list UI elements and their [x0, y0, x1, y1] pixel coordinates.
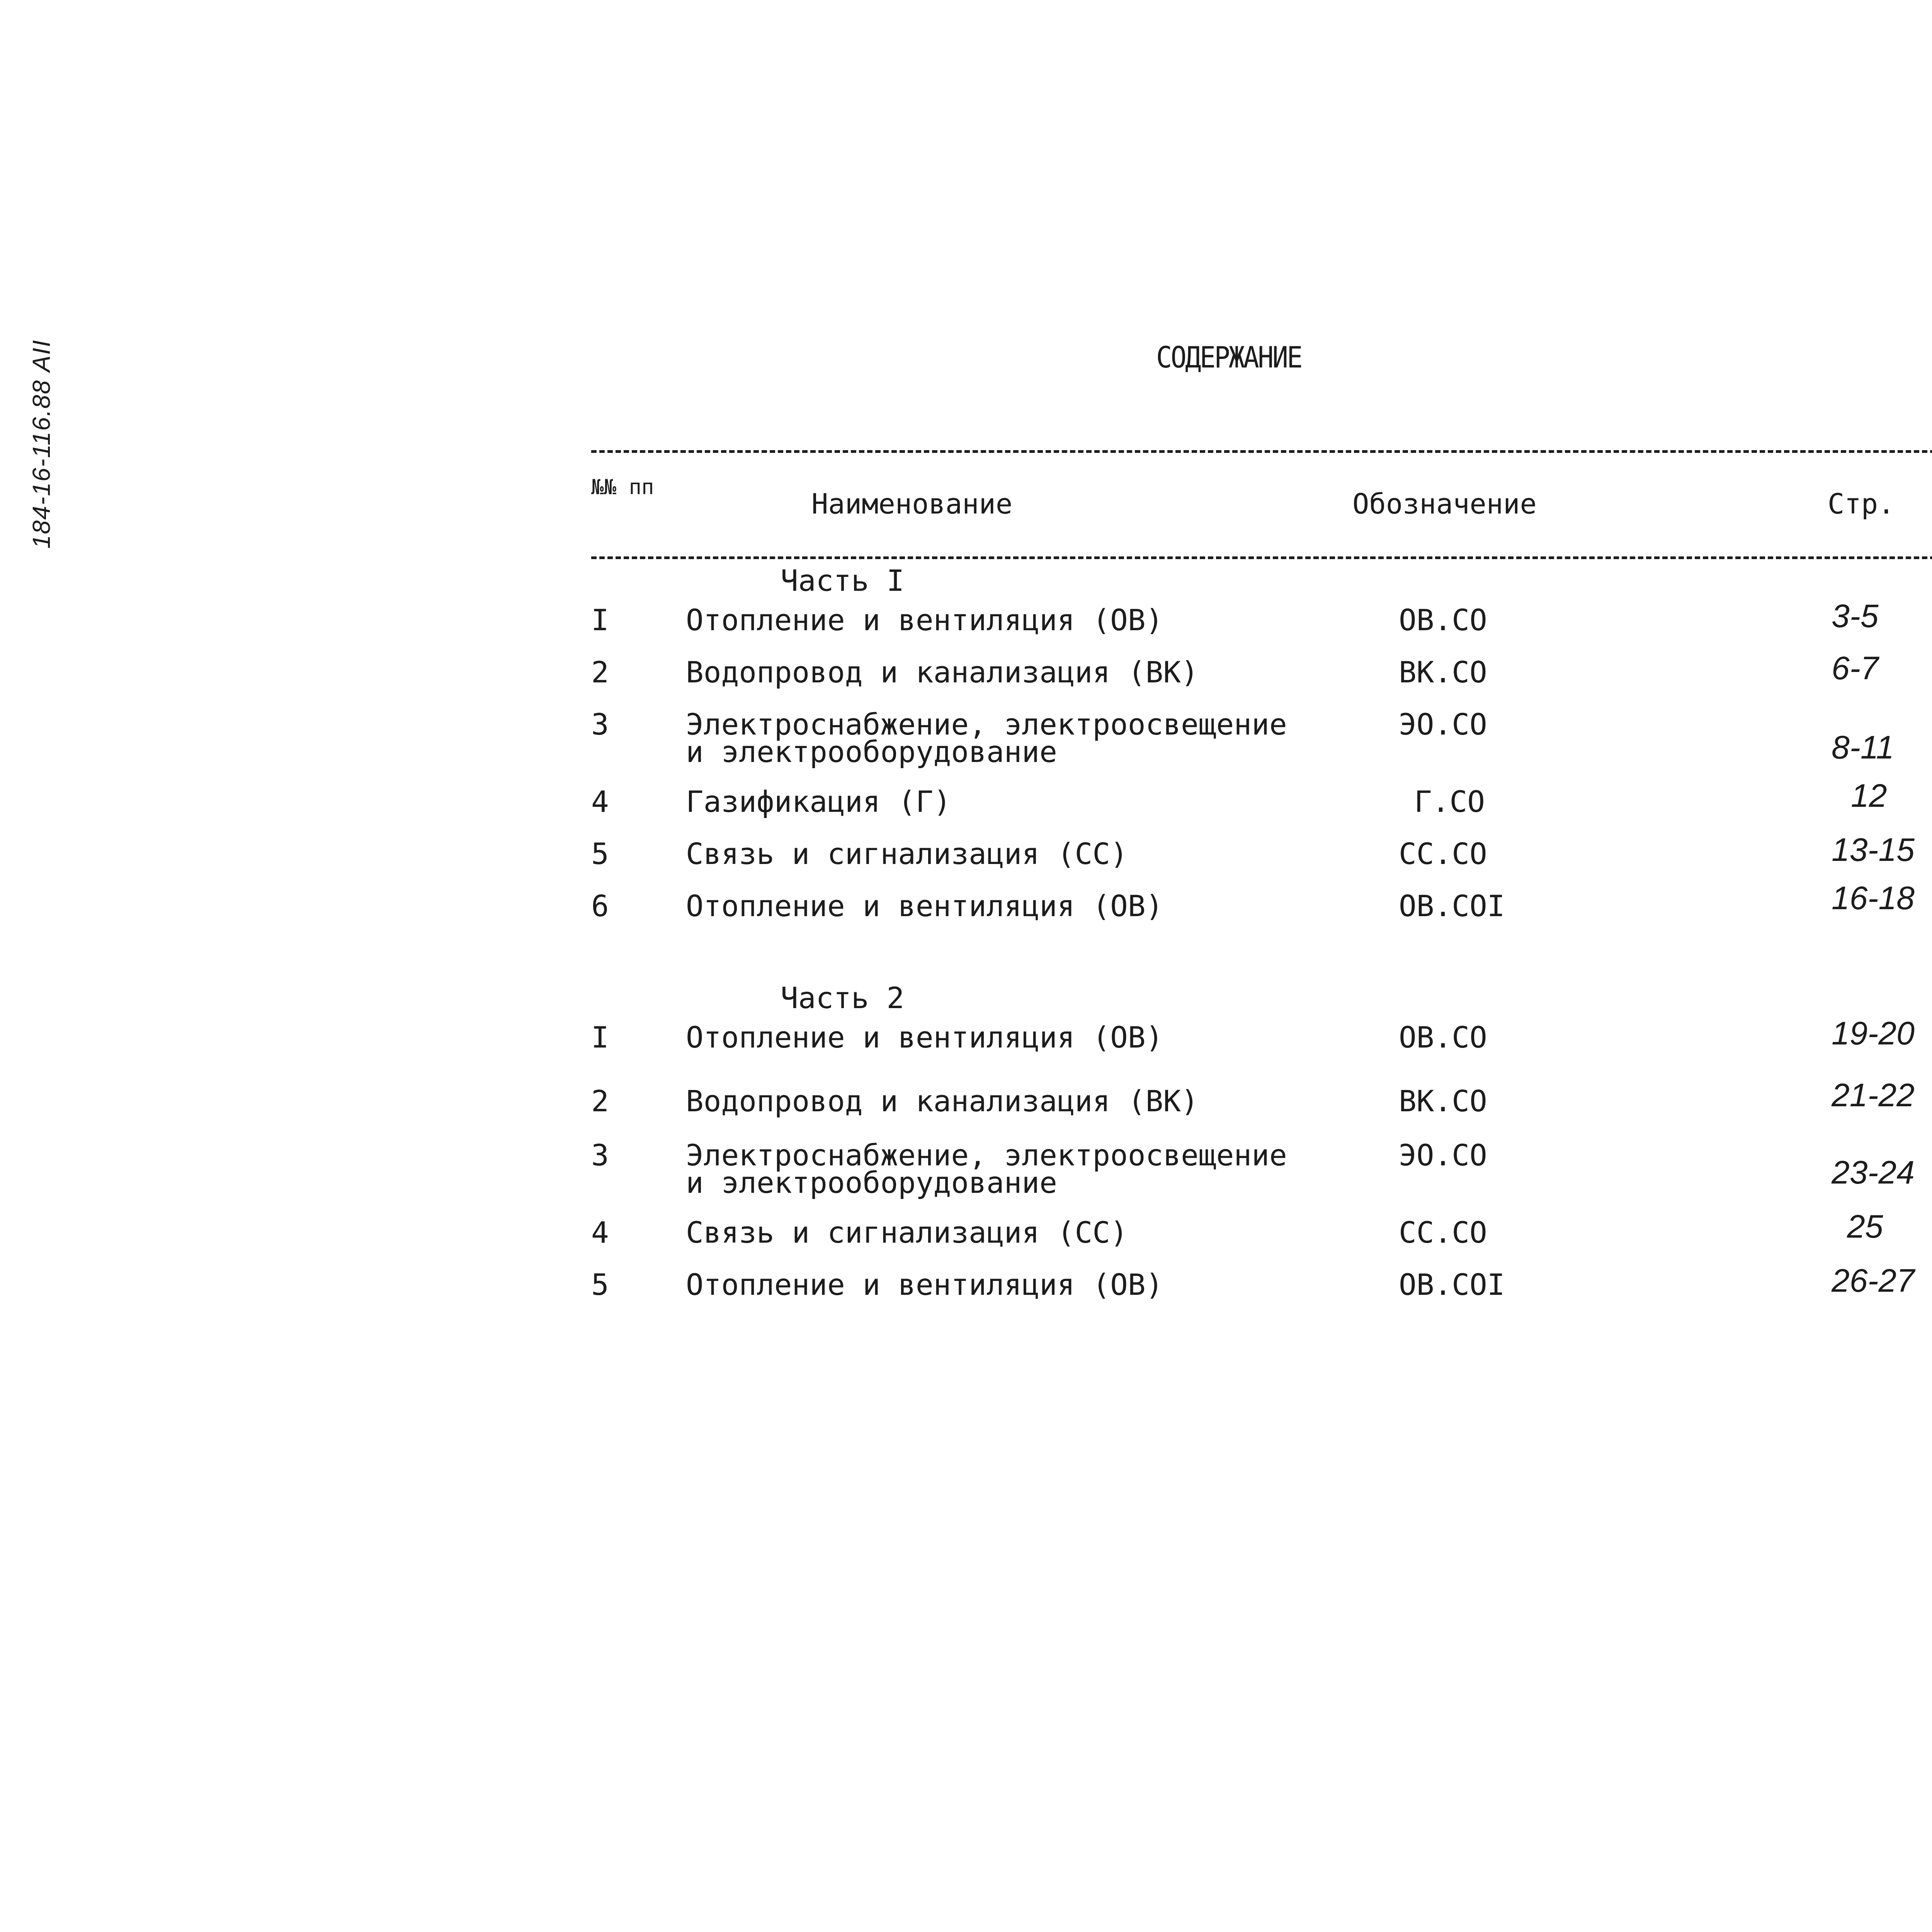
row-page: 16-18 — [1832, 880, 1915, 916]
table-row — [0, 707, 1932, 788]
row-designation: ОВ.СО — [1399, 1020, 1487, 1054]
row-number: 4 — [591, 1215, 609, 1250]
table-row — [0, 880, 1932, 951]
row-page: 23-24 — [1832, 1154, 1915, 1190]
table-row — [0, 1138, 1932, 1219]
table-row — [0, 1262, 1932, 1329]
row-name: Газификация (Г) — [686, 784, 951, 819]
row-number: 5 — [591, 1267, 609, 1302]
row-name: Отопление и вентиляция (ОВ) — [686, 603, 1163, 637]
header-designation: Обозначение — [1352, 488, 1537, 520]
row-designation: ВК.СО — [1399, 1084, 1487, 1118]
row-page: 19-20 — [1832, 1015, 1915, 1051]
row-designation: СС.СО — [1399, 1215, 1487, 1250]
row-number: I — [591, 603, 609, 637]
row-designation: ЭО.СО — [1399, 1138, 1487, 1172]
document-title: СОДЕРЖАНИЕ — [1156, 340, 1301, 374]
row-page: 3-5 — [1832, 598, 1879, 634]
row-number: I — [591, 1020, 609, 1054]
row-name: Отопление и вентиляция (ОВ) — [686, 889, 1163, 923]
row-page: 12 — [1851, 777, 1887, 814]
row-name: Водопровод и канализация (ВК) — [686, 1084, 1199, 1118]
row-page: 6-7 — [1832, 650, 1879, 686]
row-designation: ОВ.СО — [1399, 603, 1487, 637]
row-number: 3 — [591, 1138, 609, 1172]
row-designation: СС.СО — [1399, 837, 1487, 871]
row-name: Связь и сигнализация (СС) — [686, 1215, 1128, 1250]
row-name: Отопление и вентиляция (ОВ) — [686, 1267, 1163, 1302]
row-name: Электроснабжение, электроосвещение и электрооборудование — [686, 1138, 1287, 1200]
row-number: 3 — [591, 707, 609, 742]
table-header-rule — [591, 556, 1932, 559]
header-name: Наименование — [811, 488, 1013, 520]
row-designation: ОВ.СОI — [1399, 1267, 1505, 1302]
row-name: Отопление и вентиляция (ОВ) — [686, 1020, 1163, 1054]
row-designation: ВК.СО — [1399, 655, 1487, 689]
row-name: Водопровод и канализация (ВК) — [686, 655, 1199, 689]
row-number: 2 — [591, 655, 609, 689]
row-designation: ЭО.СО — [1399, 707, 1487, 742]
row-name: Связь и сигнализация (СС) — [686, 837, 1128, 871]
row-designation: ОВ.СОI — [1399, 889, 1505, 923]
row-name: Электроснабжение, электроосвещение и электрооборудование — [686, 707, 1287, 769]
table-row — [0, 1077, 1932, 1146]
row-number: 6 — [591, 889, 609, 923]
row-designation: Г.СО — [1414, 784, 1485, 819]
table-top-rule — [591, 450, 1932, 453]
table-row — [0, 1015, 1932, 1082]
row-number: 4 — [591, 784, 609, 819]
part-2-label: Часть 2 — [781, 981, 905, 1015]
row-page: 13-15 — [1832, 832, 1915, 868]
row-page: 8-11 — [1832, 729, 1894, 765]
part-1-label: Часть I — [781, 563, 905, 598]
row-number: 5 — [591, 837, 609, 871]
header-number: №№ пп — [591, 475, 654, 499]
row-number: 2 — [591, 1084, 609, 1118]
side-document-code: 184-16-116.88 АII — [27, 339, 55, 549]
header-page: Стр. — [1828, 488, 1895, 520]
row-page: 25 — [1847, 1208, 1883, 1245]
row-page: 21-22 — [1832, 1077, 1915, 1113]
row-page: 26-27 — [1832, 1262, 1915, 1299]
